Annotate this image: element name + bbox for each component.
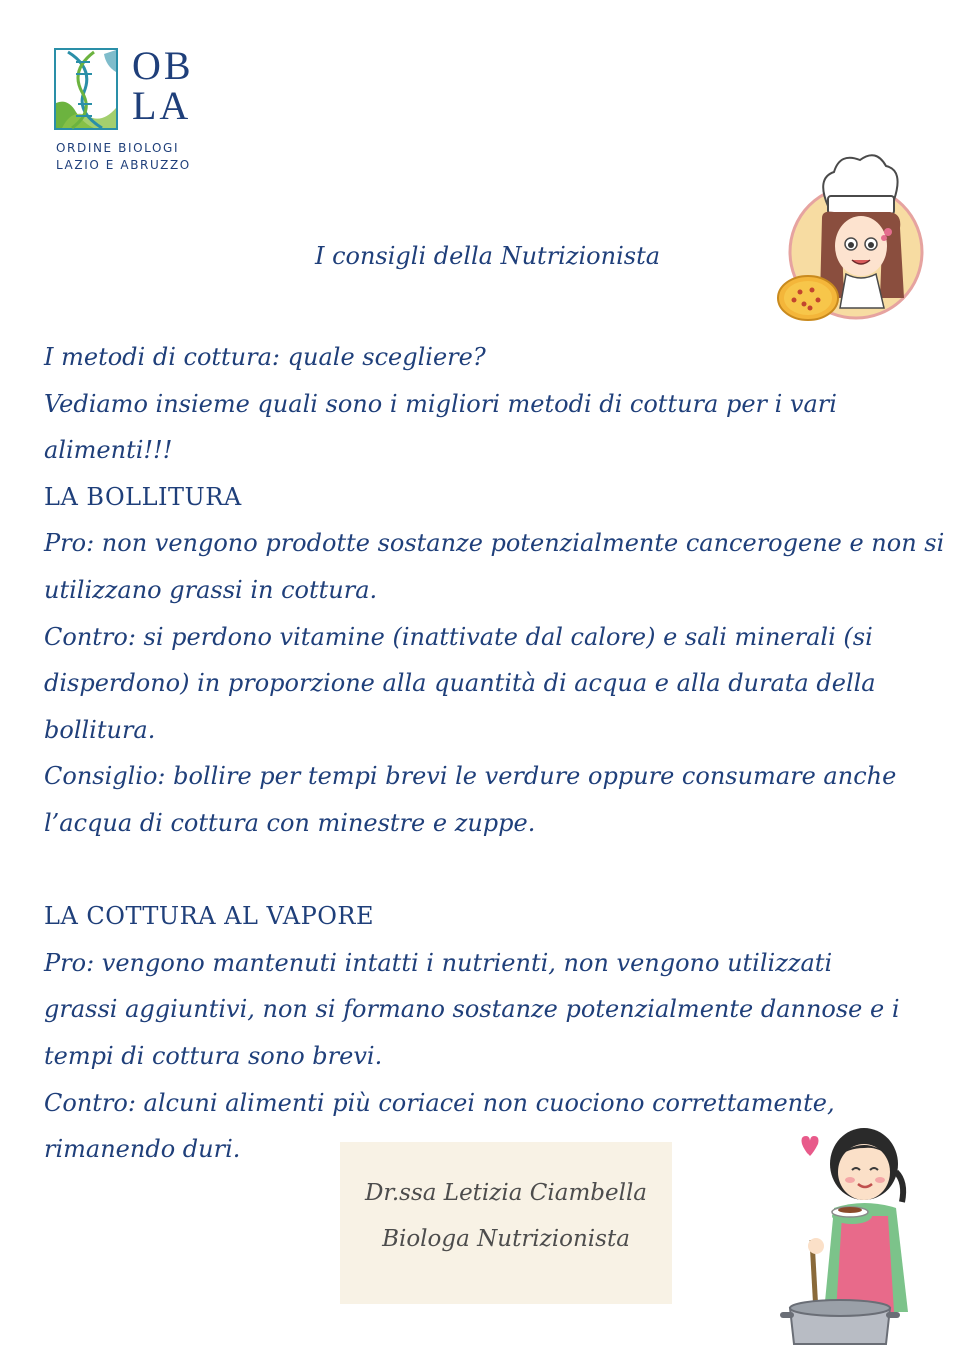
section-spacer (44, 847, 924, 894)
section-heading-vapore: LA COTTURA AL VAPORE (44, 902, 375, 931)
intro-heading: I metodi di cottura: quale scegliere? (44, 343, 486, 371)
signature-name: Dr.ssa Letizia Ciambella (364, 1180, 648, 1206)
signature-box (340, 1142, 672, 1304)
dna-helix-logo-icon (54, 48, 118, 130)
logo-letters-top: OB (132, 43, 194, 88)
contro-line: Contro: si perdono vitamine (inattivate dal calore) e sali minerali (si (44, 622, 873, 651)
chef-girl-pizza-icon (772, 148, 932, 328)
contro-line: bollitura. (44, 715, 156, 744)
pro-line: utilizzano grassi in cottura. (44, 575, 378, 604)
consiglio-line: l’acqua di cottura con minestre e zuppe. (44, 808, 536, 837)
logo-subtitle-line2: LAZIO E ABRUZZO (56, 158, 191, 172)
logo-letters-bottom: LA (132, 83, 192, 128)
pro-line: tempi di cottura sono brevi. (44, 1041, 383, 1070)
contro-line: rimanendo duri. (44, 1135, 241, 1164)
logo-letters (132, 43, 194, 128)
logo-subtitle (56, 140, 191, 174)
obla-logo (54, 43, 224, 178)
woman-cooking-pot-icon (778, 1112, 928, 1348)
article-body (44, 334, 945, 1173)
pro-line: grassi aggiuntivi, non si formano sostanze potenzialmente dannose e i (44, 995, 900, 1024)
consiglio-line: Consiglio: bollire per tempi brevi le verdure oppure consumare anche (44, 762, 897, 791)
logo-subtitle-line1: ORDINE BIOLOGI (56, 141, 180, 155)
contro-line: disperdono) in proporzione alla quantità di acqua e alla durata della (44, 669, 876, 698)
section-heading-bollitura: LA BOLLITURA (44, 482, 242, 511)
intro-line: Vediamo insieme quali sono i migliori metodi di cottura per i vari (44, 389, 837, 418)
pro-line: Pro: vengono mantenuti intatti i nutrienti, non vengono utilizzati (44, 948, 833, 977)
intro-line: alimenti!!! (44, 436, 173, 465)
signature-role: Biologa Nutrizionista (382, 1226, 630, 1252)
page-title: I consigli della Nutrizionista (314, 242, 661, 270)
pro-line: Pro: non vengono prodotte sostanze potenzialmente cancerogene e non si (44, 529, 945, 558)
contro-line: Contro: alcuni alimenti più coriacei non cuociono correttamente, (44, 1088, 835, 1117)
